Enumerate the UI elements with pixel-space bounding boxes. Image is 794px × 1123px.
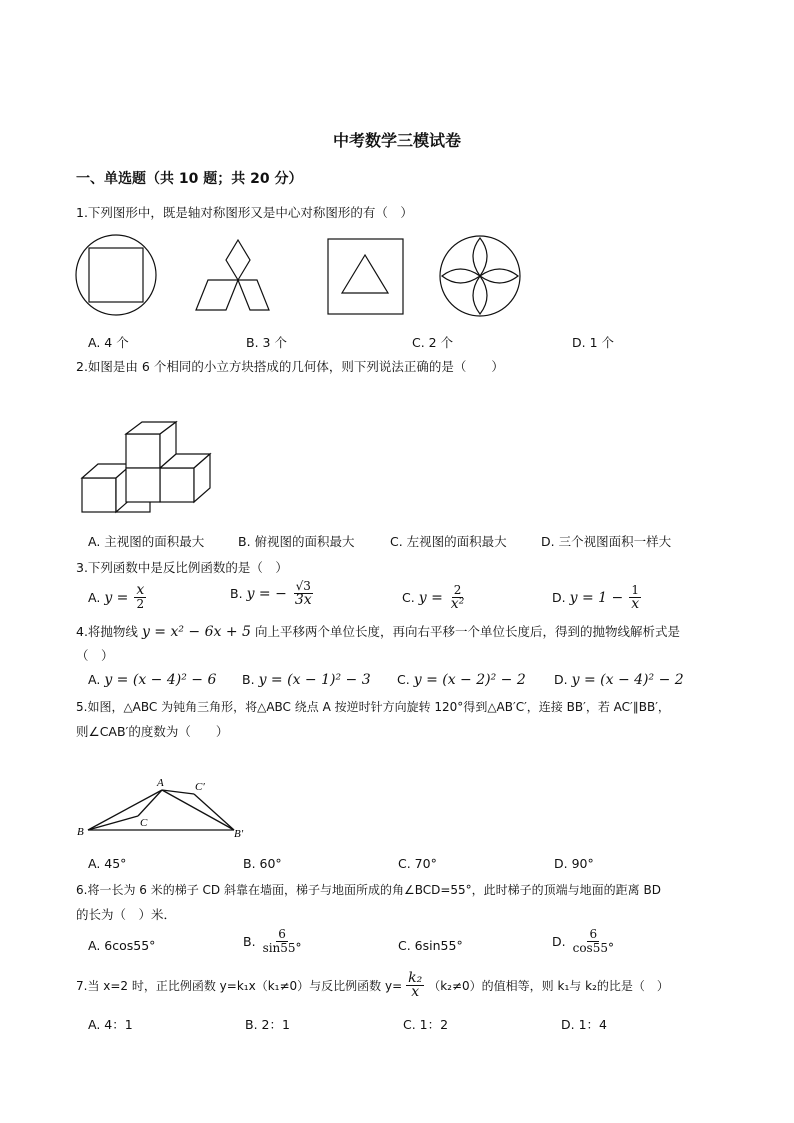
q7-frac-den: x [411,984,420,1000]
q3-option-c [402,584,468,611]
q1-figure-three-rhombus [192,236,272,316]
q1-option-b: B. 3 个 [246,335,287,350]
q3-b-num: √3 [295,579,311,593]
q4-option-b [242,672,371,688]
question-6-line2: 的长为（ ）米． [76,907,177,922]
q6-b-den: sin55° [262,941,302,955]
q4-option-b-math: y = (x − 1)² − 3 [258,672,371,688]
q3-option-a-label: A. [88,590,101,605]
q6-option-b [243,928,306,955]
q3-option-a [88,584,148,611]
q5-option-c: C. 70° [398,856,437,871]
q3-d-num: 1 [631,583,640,597]
q4-formula: y = x² − 6x + 5 [141,624,251,640]
q1-option-a: A. 4 个 [88,335,129,350]
q5-label-c: C [140,817,148,829]
q7-option-b: B. 2：1 [245,1017,290,1032]
question-1-text: 1.下列图形中，既是轴对称图形又是中心对称图形的有（ ） [76,205,413,220]
q4-option-c [397,672,526,688]
q7-option-d: D. 1：4 [561,1017,607,1032]
q4-option-d-label: D. [554,672,568,687]
q3-option-c-label: C. [402,590,415,605]
q6-d-den: cos55° [572,941,614,955]
q7-frac-num: k₂ [408,970,423,986]
question-3-text: 3.下列函数中是反比例函数的是（ ） [76,560,288,575]
q1-option-d: D. 1 个 [572,335,614,350]
q5-label-b: B [77,826,84,838]
q4-option-c-label: C. [397,672,410,687]
q3-d-den: x [631,596,640,612]
q7-text-b: （k₂≠0）的值相等，则 k₁与 k₂的比是（ ） [428,979,669,993]
q6-option-b-label: B. [243,934,256,949]
q3-option-d-label: D. [552,590,566,605]
q7-option-c: C. 1：2 [403,1017,449,1032]
q5-option-a: A. 45° [88,856,127,871]
q5-figure-triangles [74,774,254,840]
q3-option-b [230,580,316,607]
q2-figure-cubes [78,420,214,516]
question-4-line1 [76,622,680,640]
q6-option-c: C. 6sin55° [398,938,463,953]
q4-option-a [88,672,216,688]
q3-a-fraction [134,584,146,611]
q1-figure-four-petals [438,234,524,320]
q6-option-d [552,928,618,955]
q3-a-lhs: y = [104,589,129,606]
q6-d-fraction [571,928,616,955]
q5-label-cprime: C′ [195,781,205,793]
q2-option-a: A. 主视图的面积最大 [88,534,205,549]
question-6-line1: 6.将一长为 6 米的梯子 CD 斜靠在墙面，梯子与地面所成的角∠BCD=55°，此时梯子的顶端与地面的距离 BD [76,883,661,897]
q2-option-c: C. 左视图的面积最大 [390,534,507,549]
q5-label-a: A [157,777,164,789]
q4-text-c: （ ） [76,648,114,663]
section-heading: 一、单选题（共 10 题；共 20 分） [76,171,303,187]
page-title: 中考数学三模试卷 [332,131,461,150]
q6-option-d-label: D. [552,934,566,949]
q3-option-b-label: B. [230,586,243,601]
q4-option-a-label: A. [88,672,101,687]
q7-fraction [406,972,424,999]
q1-figure-circle-square [74,234,164,318]
question-7-text [76,972,669,999]
q2-option-d: D. 三个视图面积一样大 [541,534,672,549]
q3-a-den: 2 [136,597,145,611]
q6-option-a: A. 6cos55° [88,938,156,953]
question-2-text: 2.如图是由 6 个相同的小立方块搭成的几何体，则下列说法正确的是（ ） [76,359,504,374]
question-5-line2: 则∠CAB′的度数为（ ） [76,724,229,739]
q3-c-num: 2 [453,583,462,597]
q3-b-den: 3x [294,592,312,608]
q7-text-a: 7.当 x=2 时，正比例函数 y=k₁x（k₁≠0）与反比例函数 y= [76,979,403,993]
question-5-line1: 5.如图，△ABC 为钝角三角形，将△ABC 绕点 A 按逆时针方向旋转 120°得到△AB′C′，连接 BB′，若 AC′∥BB′， [76,700,670,714]
q4-text-b: 向上平移两个单位长度，再向右平移一个单位长度后，得到的抛物线解析式是 [254,624,680,639]
q4-option-a-math: y = (x − 4)² − 6 [104,672,217,688]
q5-label-bprime: B′ [234,828,244,840]
q3-c-fraction [449,584,467,611]
q5-option-b: B. 60° [243,856,282,871]
q3-c-lhs: y = [418,589,443,606]
q6-b-num: 6 [278,927,286,941]
q1-figure-square-triangle [326,237,406,317]
q4-text-a: 4.将抛物线 [76,624,138,639]
q3-b-lhs: y = − [246,585,287,602]
q4-option-b-label: B. [242,672,255,687]
q5-option-d: D. 90° [554,856,594,871]
q3-c-den: x² [450,596,465,612]
q3-d-lhs: y = 1 − [569,589,624,606]
q2-option-b: B. 俯视图的面积最大 [238,534,355,549]
q4-option-d-math: y = (x − 4)² − 2 [571,672,684,688]
q4-option-d [554,672,684,688]
q6-d-num: 6 [589,927,598,941]
q7-option-a: A. 4：1 [88,1017,133,1032]
q6-b-fraction [261,928,304,955]
q1-option-c: C. 2 个 [412,335,454,350]
q3-a-num: x [136,582,145,598]
q4-option-c-math: y = (x − 2)² − 2 [413,672,526,688]
q3-d-fraction [629,584,641,611]
q3-option-d [552,584,643,611]
q3-b-fraction [293,580,314,607]
